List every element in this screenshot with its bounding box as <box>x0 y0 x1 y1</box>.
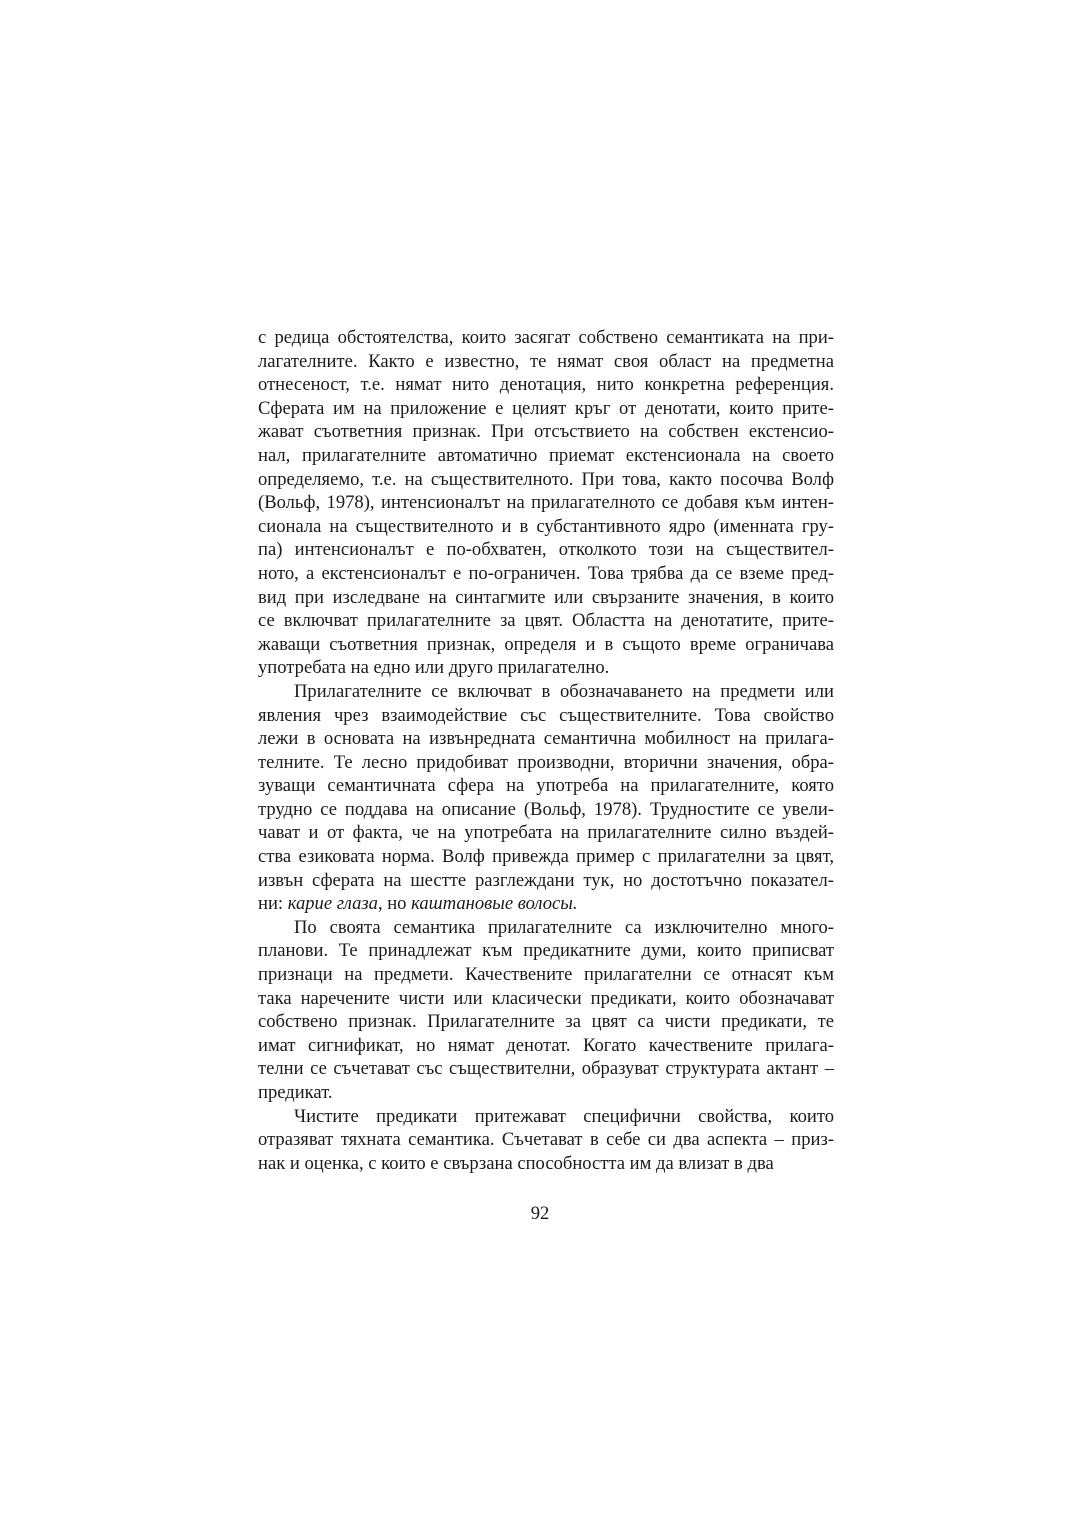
text-line: Чистите предикати притежават специфични свойства, които <box>294 1105 834 1127</box>
text-line: с редица обстоятелства, които засягат собствено семантиката на при- <box>258 327 834 348</box>
text-line: имат сигнификат, но нямат денотат. Когато качествените прилага- <box>258 1034 834 1056</box>
italic-example: каштановые волосы. <box>411 893 578 915</box>
text-line: телни се съчетават със съществителни, образуват структурата актант – <box>258 1058 834 1080</box>
italic-example: карие глаза <box>287 893 378 915</box>
text-line: сионала на съществителното и в субстантивното ядро (именната гру- <box>258 515 834 537</box>
text-line: извън сферата на шестте разглеждани тук, но достотъчно показател- <box>258 869 834 891</box>
text-line: Сферата им на приложение е целият кръг от денотати, които прите- <box>258 397 834 419</box>
text-line: се включват прилагателните за цвят. Областта на денотатите, прите- <box>258 610 834 632</box>
paragraph <box>258 916 834 1105</box>
text-line: ства езиковата норма. Волф привежда пример с прилагателни за цвят, <box>258 846 834 868</box>
text-line: жават съответния признак. При отсъствието на собствен екстенсио- <box>258 421 834 443</box>
page-number: 92 <box>530 1203 550 1224</box>
text-line: вид при изследване на синтагмите или свързаните значения, в които <box>258 586 834 608</box>
paragraph <box>258 680 834 916</box>
text-line: лежи в основата на извънредната семантична мобилност на прилага- <box>258 728 834 750</box>
text-line: определяемо, т.е. на съществителното. При това, както посочва Волф <box>258 468 834 490</box>
text-line: По своята семантика прилагателните са изключително много- <box>294 916 834 938</box>
text-line: трудно се поддава на описание (Вольф, 1978). Трудностите се увели- <box>258 798 834 820</box>
text-line <box>258 892 834 916</box>
text-line: така наречените чисти или класически предикати, които обозначават <box>258 987 834 1009</box>
text-line: отразяват тяхната семантика. Съчетават в себе си два аспекта – приз- <box>258 1129 834 1151</box>
text-fragment: ни: <box>258 893 288 915</box>
text-line: нак и оценка, с които е свързана способността им да влизат в два <box>258 1152 774 1174</box>
text-line: планови. Те принадлежат към предикатните думи, които приписват <box>258 940 834 962</box>
text-line: жаващи съответния признак, определя и в същото време ограничава <box>258 633 834 655</box>
text-line: признаци на предмети. Качествените прилагателни се отнасят към <box>258 964 834 986</box>
text-line: зуващи семантичната сфера на употреба на прилагателните, която <box>258 775 834 797</box>
text-fragment: , но <box>377 893 412 915</box>
text-line: отнесеност, т.е. нямат нито денотация, нито конкретна референция. <box>258 374 834 396</box>
text-line: па) интенсионалът е по-обхватен, отколкото този на съществител- <box>258 539 834 561</box>
body-text <box>258 326 834 1175</box>
text-line: явления чрез взаимодействие със съществителните. Това свойство <box>258 704 834 726</box>
text-line: (Вольф, 1978), интенсионалът на прилагателното се добавя към интен- <box>258 492 834 514</box>
paragraph <box>258 326 834 680</box>
text-line: телните. Те лесно придобиват производни, вторични значения, обра- <box>258 751 834 773</box>
text-line: нал, прилагателните автоматично приемат екстенсионала на своето <box>258 444 834 466</box>
text-line: собствено признак. Прилагателните за цвят са чисти предикати, те <box>258 1011 834 1033</box>
text-line: употребата на едно или друго прилагателно. <box>258 657 610 679</box>
text-line: ното, а екстенсионалът е по-ограничен. Това трябва да се вземе пред- <box>258 562 834 584</box>
text-line: Прилагателните се включват в обозначаването на предмети или <box>294 680 834 702</box>
paragraph <box>258 1105 834 1176</box>
text-line: предикат. <box>258 1082 333 1103</box>
text-line: лагателните. Както е известно, те нямат своя област на предметна <box>258 350 834 372</box>
text-line: чават и от факта, че на употребата на прилагателните силно въздей- <box>258 822 834 844</box>
